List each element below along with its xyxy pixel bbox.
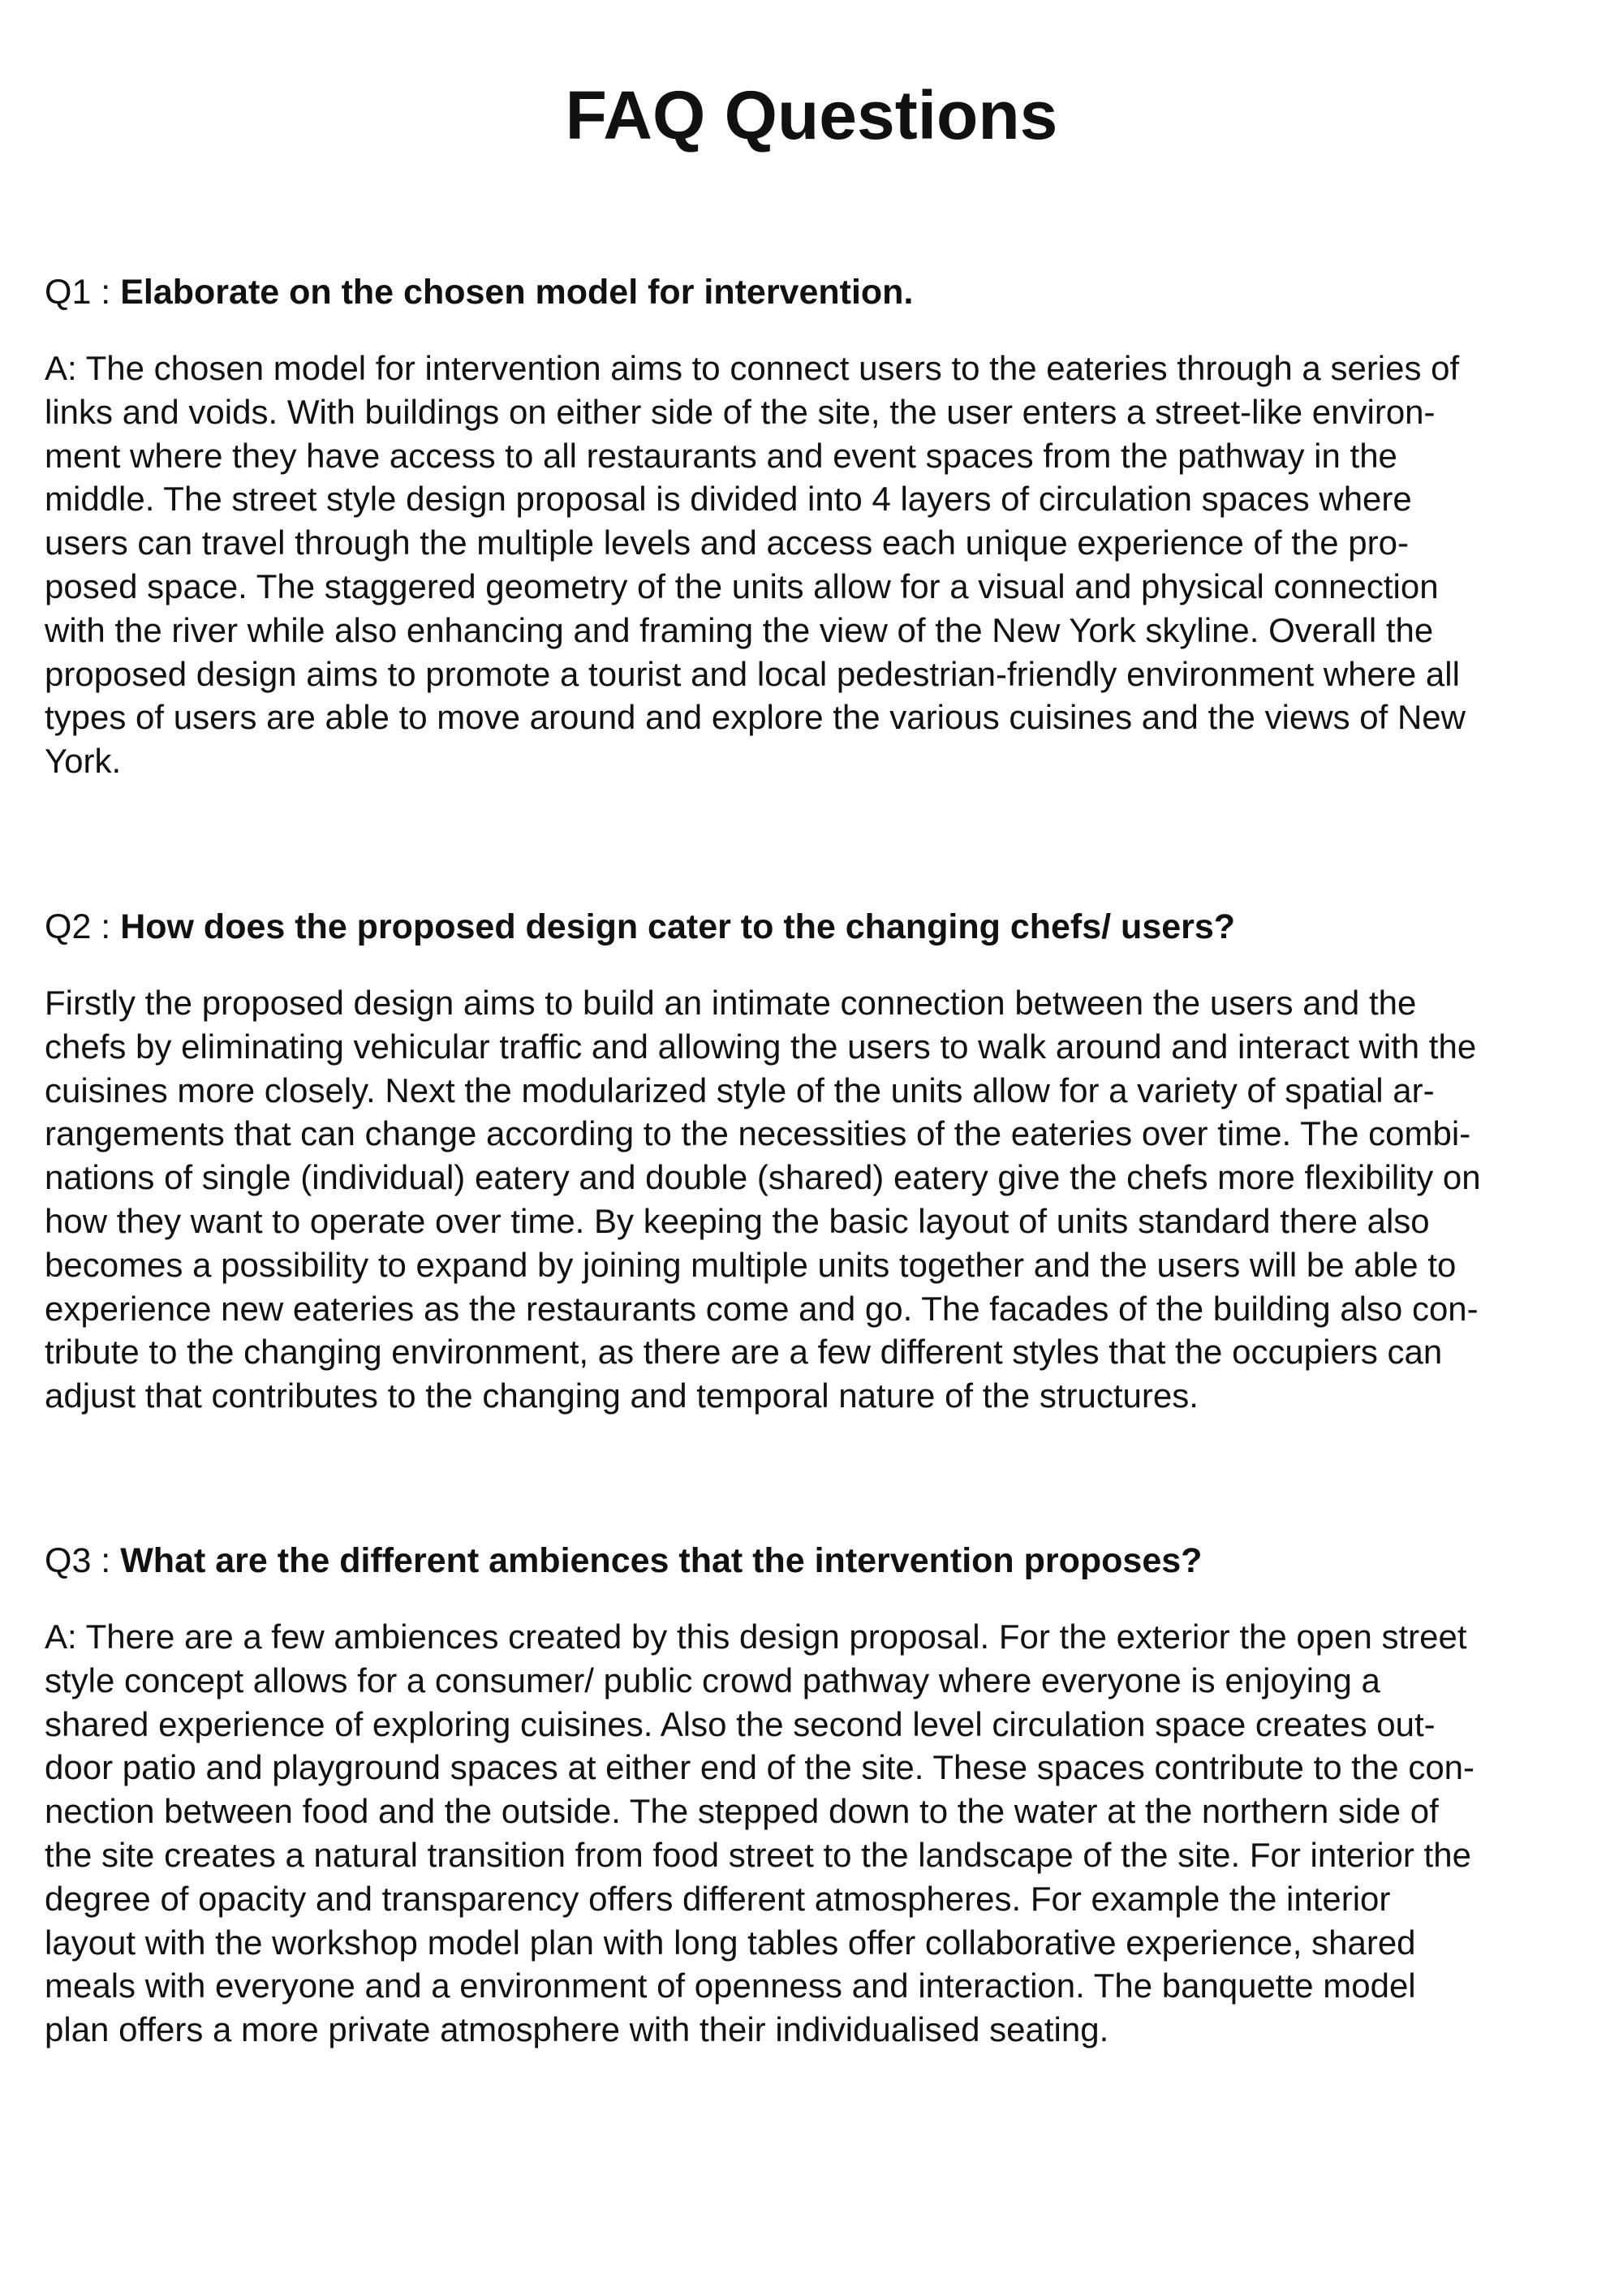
answer-line: nection between food and the outside. The stepped down to the water at the northern side of bbox=[45, 1792, 1439, 1831]
answer-line: how they want to operate over time. By keeping the basic layout of units standard there also bbox=[45, 1201, 1430, 1240]
answer-line: plan offers a more private atmosphere with their individualised seating. bbox=[45, 2010, 1109, 2049]
faq-item-3 bbox=[45, 1539, 1586, 2052]
faq-question-label: Q3 : bbox=[45, 1541, 111, 1580]
faq-question-label: Q1 : bbox=[45, 273, 111, 312]
answer-line: shared experience of exploring cuisines. Also the second level circulation space creates out- bbox=[45, 1704, 1436, 1743]
faq-question-text: How does the proposed design cater to the changing chefs/ users? bbox=[120, 907, 1236, 946]
faq-question-1 bbox=[45, 270, 1586, 314]
answer-line: chefs by eliminating vehicular traffic and allowing the users to walk around and interact with the bbox=[45, 1027, 1477, 1066]
faq-question-text: What are the different ambiences that the intervention proposes? bbox=[120, 1541, 1203, 1580]
answer-line: rangements that can change according to the necessities of the eateries over time. The combi- bbox=[45, 1114, 1471, 1153]
faq-answer-3 bbox=[45, 1615, 1586, 2052]
answer-line: A: There are a few ambiences created by this design proposal. For the exterior the open street bbox=[45, 1618, 1467, 1656]
answer-line: layout with the workshop model plan with long tables offer collaborative experience, shared bbox=[45, 1923, 1416, 1962]
answer-line: users can travel through the multiple levels and access each unique experience of the pro- bbox=[45, 523, 1409, 562]
page-title: FAQ Questions bbox=[565, 77, 1058, 153]
answer-line: middle. The street style design proposal is divided into 4 layers of circulation spaces where bbox=[45, 480, 1412, 519]
faq-question-label: Q2 : bbox=[45, 907, 111, 946]
faq-question-text: Elaborate on the chosen model for intervention. bbox=[120, 273, 914, 312]
answer-line: York. bbox=[45, 742, 122, 781]
answer-line: nations of single (individual) eatery and double (shared) eatery give the chefs more flexibility on bbox=[45, 1158, 1481, 1197]
faq-answer-2 bbox=[45, 981, 1586, 1418]
faq-answer-1 bbox=[45, 347, 1586, 783]
faq-question-3 bbox=[45, 1539, 1586, 1583]
answer-line: degree of opacity and transparency offers different atmospheres. For example the interior bbox=[45, 1879, 1391, 1918]
faq-question-2 bbox=[45, 905, 1586, 949]
answer-line: ment where they have access to all restaurants and event spaces from the pathway in the bbox=[45, 436, 1397, 475]
answer-line: links and voids. With buildings on either side of the site, the user enters a street-like environ- bbox=[45, 392, 1436, 431]
answer-line: cuisines more closely. Next the modularized style of the units allow for a variety of spatial ar- bbox=[45, 1070, 1435, 1109]
answer-line: types of users are able to move around and explore the various cuisines and the views of New bbox=[45, 698, 1466, 737]
answer-line: tribute to the changing environment, as there are a few different styles that the occupiers can bbox=[45, 1333, 1443, 1372]
answer-line: with the river while also enhancing and framing the view of the New York skyline. Overall the bbox=[45, 610, 1434, 649]
faq-item-1 bbox=[45, 270, 1586, 783]
answer-line: style concept allows for a consumer/ public crowd pathway where everyone is enjoying a bbox=[45, 1661, 1380, 1699]
answer-line: experience new eateries as the restaurants come and go. The facades of the building also con- bbox=[45, 1289, 1479, 1328]
answer-line: becomes a possibility to expand by joining multiple units together and the users will be able to bbox=[45, 1245, 1457, 1284]
faq-item-2 bbox=[45, 905, 1586, 1418]
answer-line: A: The chosen model for intervention aims to connect users to the eateries through a series of bbox=[45, 349, 1460, 387]
answer-line: Firstly the proposed design aims to build an intimate connection between the users and the bbox=[45, 984, 1417, 1022]
answer-line: the site creates a natural transition from food street to the landscape of the site. For interior the bbox=[45, 1835, 1471, 1874]
answer-line: adjust that contributes to the changing and temporal nature of the structures. bbox=[45, 1376, 1199, 1415]
answer-line: posed space. The staggered geometry of the units allow for a visual and physical connection bbox=[45, 566, 1439, 605]
answer-line: proposed design aims to promote a tourist and local pedestrian-friendly environment where all bbox=[45, 654, 1460, 693]
answer-line: door patio and playground spaces at either end of the site. These spaces contribute to the con- bbox=[45, 1748, 1475, 1787]
answer-line: meals with everyone and a environment of openness and interaction. The banquette model bbox=[45, 1966, 1416, 2005]
